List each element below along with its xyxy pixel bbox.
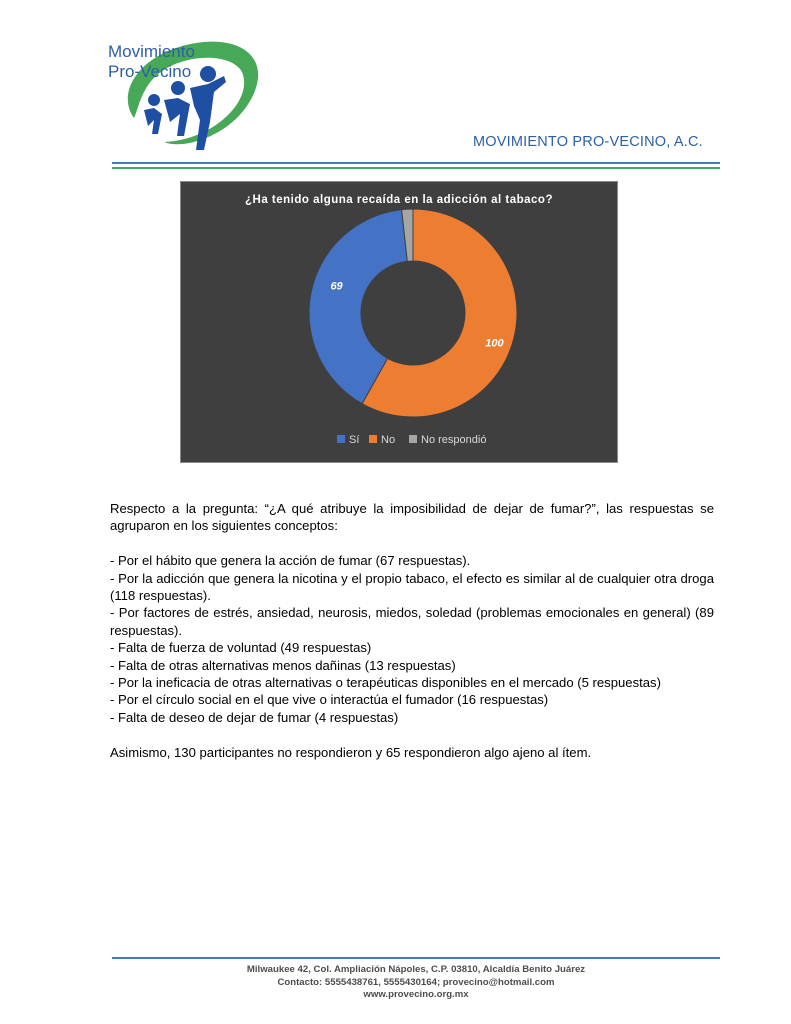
list-item: - Falta de deseo de dejar de fumar (4 respuestas) — [110, 709, 399, 725]
logo-graphic — [104, 30, 266, 158]
chart-title: ¿Ha tenido alguna recaída en la adicción al tabaco? — [245, 194, 553, 206]
footer — [112, 964, 720, 1002]
legend-label: No respondió — [421, 434, 487, 446]
header-divider-green — [112, 167, 720, 169]
body-text — [110, 500, 714, 761]
data-label: 100 — [485, 337, 504, 350]
legend-label: Sí — [349, 434, 360, 446]
list-item: - Por la adicción que genera la nicotina y el propio tabaco, el efecto es similar al de cualquier otra droga (118 respuestas). — [110, 570, 714, 604]
list-item: - Falta de otras alternativas menos dañinas (13 respuestas) — [110, 657, 456, 673]
header-divider-blue — [112, 162, 720, 164]
donut-chart — [180, 181, 618, 463]
data-label: 69 — [330, 280, 343, 293]
legend-label: No — [381, 434, 396, 446]
closing-paragraph: Asimismo, 130 participantes no respondieron y 65 respondieron algo ajeno al ítem. — [110, 744, 592, 760]
footer-divider — [112, 957, 720, 959]
logo-text-line2: Pro-Vecino — [108, 62, 192, 81]
list-item: - Por el hábito que genera la acción de fumar (67 respuestas). — [110, 553, 471, 569]
intro-paragraph: Respecto a la pregunta: “¿A qué atribuye la imposibilidad de dejar de fumar?”, las respuestas se agruparon en los siguientes conceptos: — [110, 501, 714, 534]
list-item: - Por la ineficacia de otras alternativas o terapéuticas disponibles en el mercado (5 respuestas) — [110, 675, 661, 691]
legend-swatch — [369, 435, 377, 443]
list-item: - Por factores de estrés, ansiedad, neurosis, miedos, soledad (problemas emocionales en general) (89 respuestas). — [110, 605, 714, 638]
logo-text-line1: Movimiento — [108, 42, 195, 61]
logo — [104, 30, 266, 158]
footer-address: Milwaukee 42, Col. Ampliación Nápoles, C.P. 03810, Alcaldía Benito Juárez — [246, 964, 586, 975]
list-item: - Por el círculo social en el que vive o interactúa el fumador (16 respuestas) — [110, 692, 549, 708]
chart-svg — [181, 182, 617, 462]
organization-name: MOVIMIENTO PRO-VECINO, A.C. — [473, 134, 703, 150]
legend-swatch — [337, 435, 345, 443]
footer-contact: Contacto: 5555438761, 5555430164; provecino@hotmail.com — [277, 976, 555, 988]
response-list — [110, 552, 714, 726]
legend-swatch — [409, 435, 417, 443]
list-item: - Falta de fuerza de voluntad (49 respuestas) — [110, 640, 372, 656]
footer-website: www.provecino.org.mx — [363, 989, 469, 1000]
